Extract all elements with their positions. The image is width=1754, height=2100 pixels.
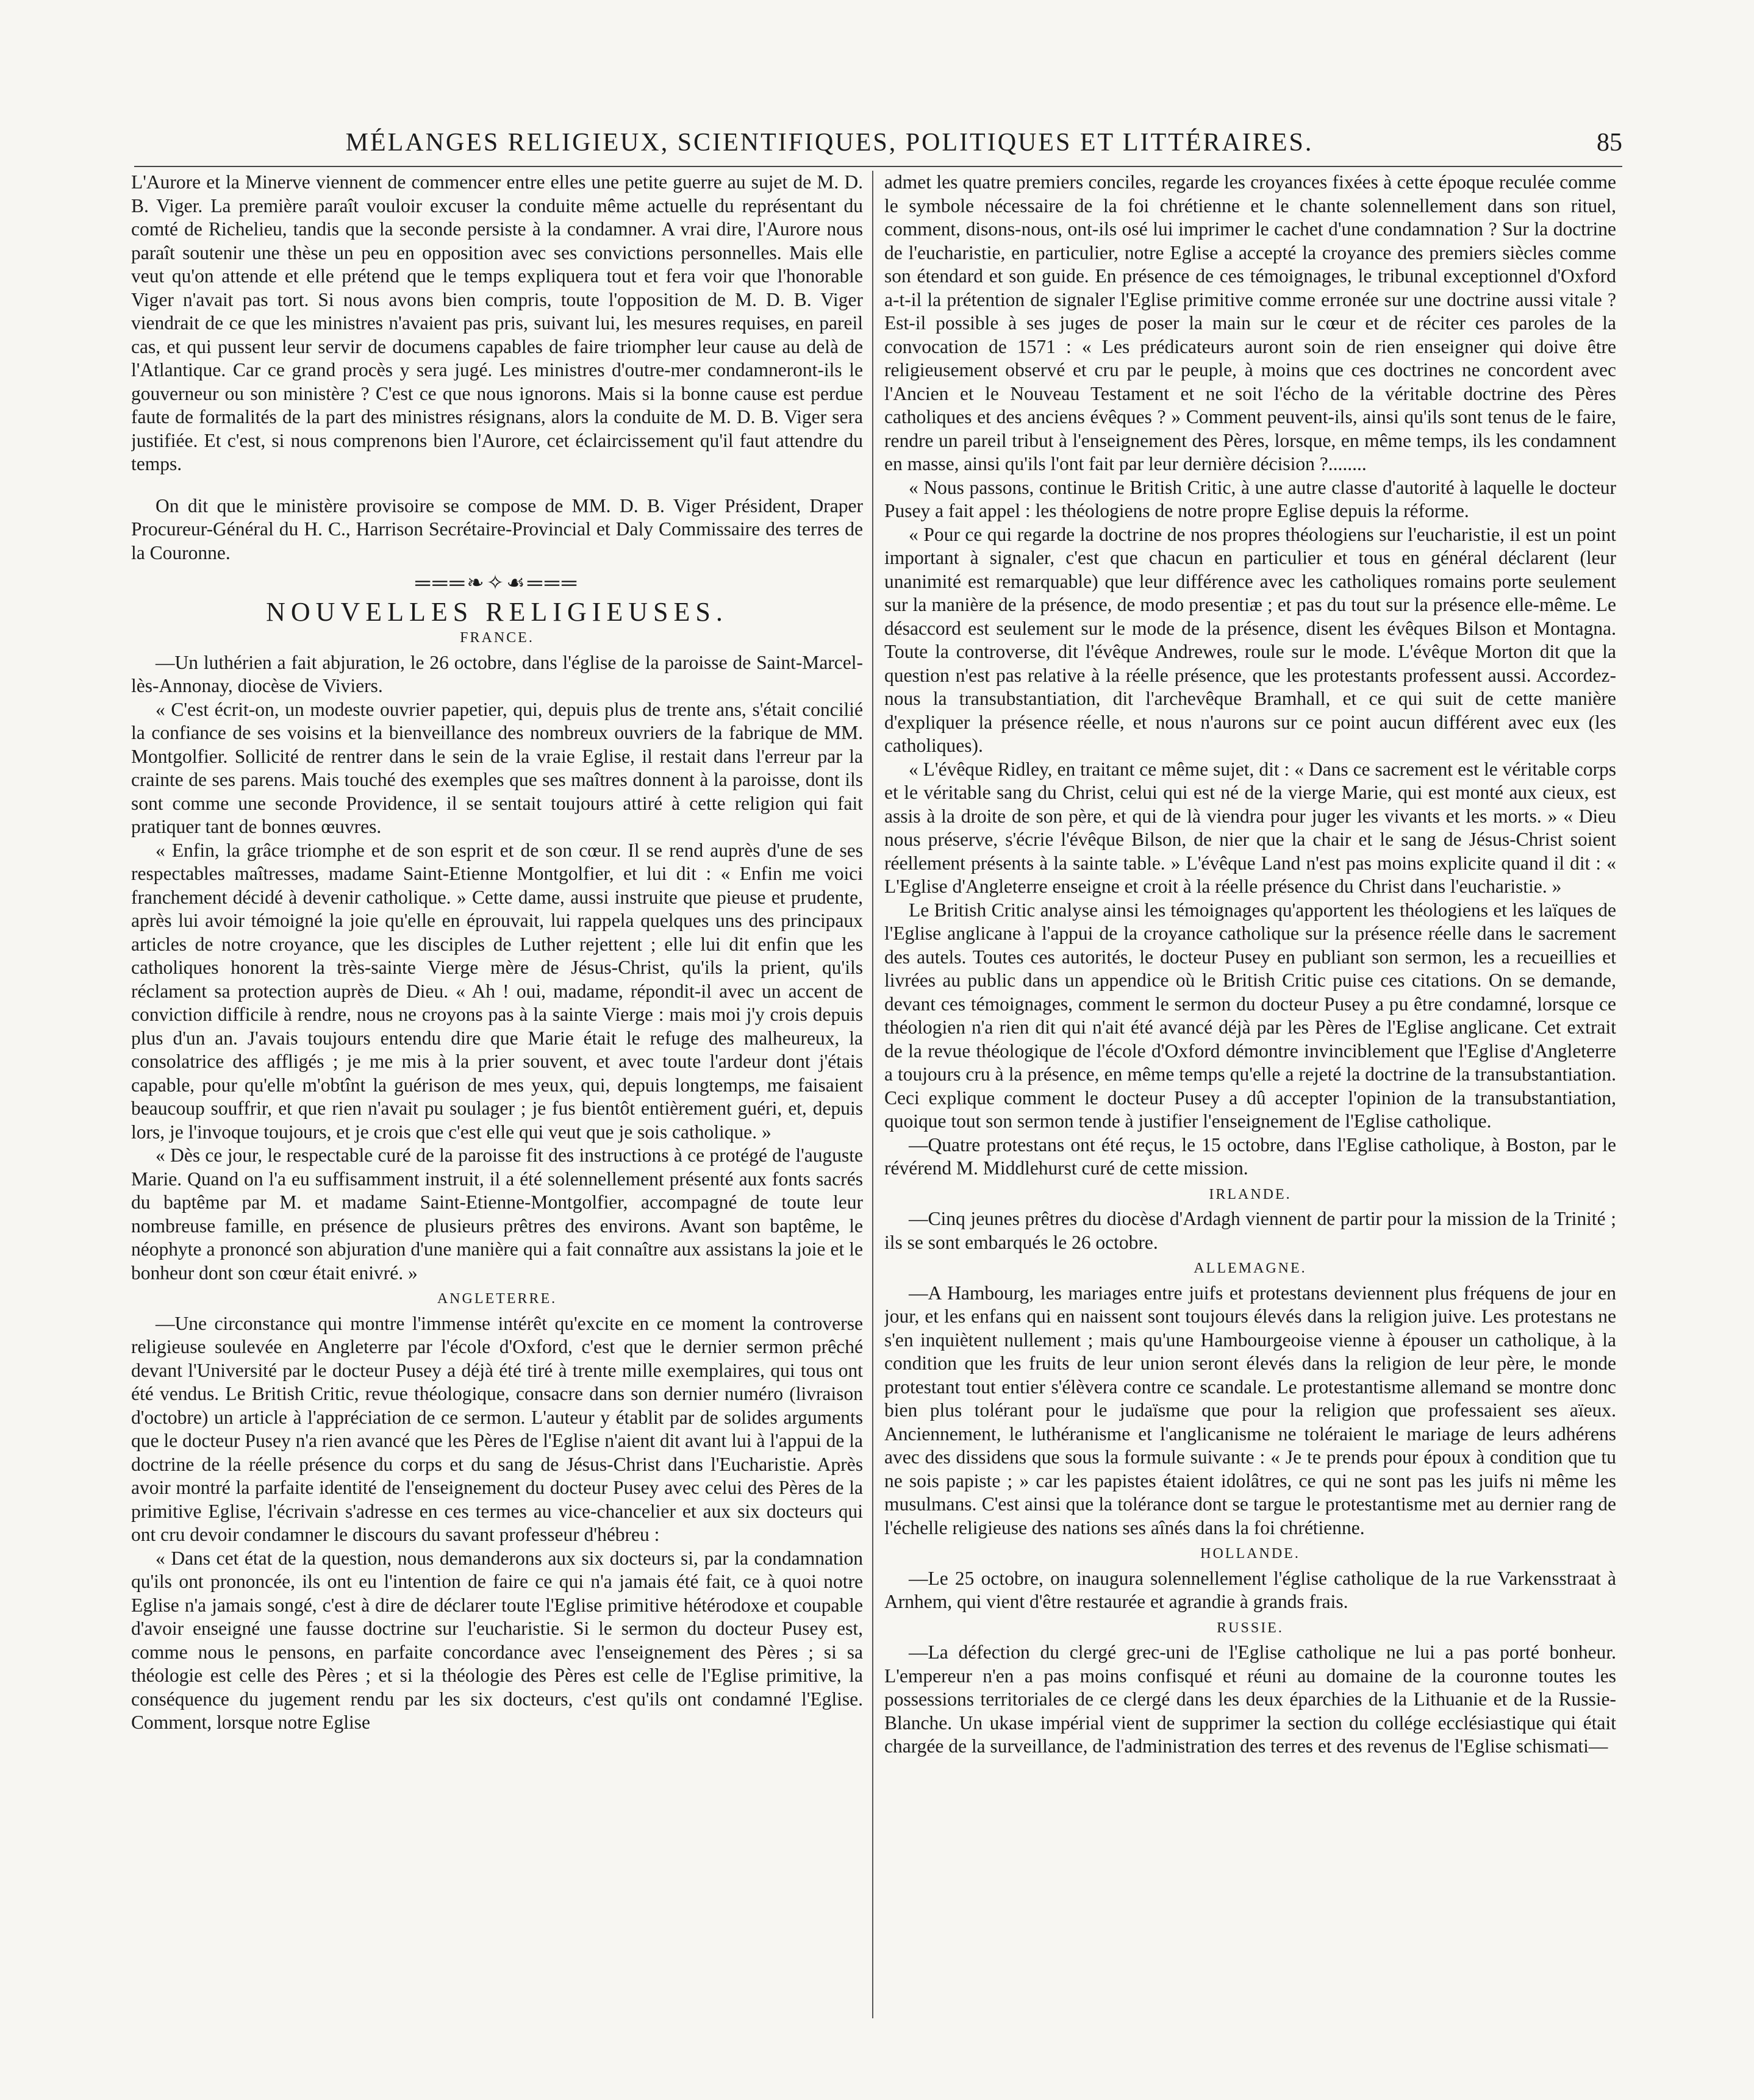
paragraph-aurore: L'Aurore et la Minerve viennent de commencer entre elles une petite guerre au sujet de M. D. B. Viger. La première paraît vouloir excuser la conduite même actuelle du représentant du comté de Richelieu, tandis que la seconde persiste à la condamner. A vrai dire, l'Aurore nous paraît soutenir une thèse un peu en opposition avec ses convictions personnelles. Mais elle veut qu'on attende et elle prétend que le temps expliquera tout et fera voir que l'honorable Viger n'avait pas tort. Si nous avons bien compris, toute l'opposition de M. D. B. Viger viendrait de ce que les ministres n'avaient pas pris, suivant lui, les mesures requises, en pareil cas, et qui pussent leur servir de documens capables de faire triompher leur cause au delà de l'Atlantique. Car ce grand procès y sera jugé. Les ministres d'outre-mer condamneront-ils le gouverneur ou son ministère ? C'est ce que nous ignorons. Mais si la bonne cause est perdue faute de formalités de la part des ministres résignans, alors la conduite de M. D. B. Viger sera justifiée. Et c'est, si nous comprenons bien l'Aurore, cet éclaircissement qu'il faut attendre du temps. — [131, 171, 863, 474]
page-number: 85 — [1597, 129, 1622, 157]
section-title: NOUVELLES RELIGIEUSES. — [266, 596, 728, 627]
paragraph-continuation-4: « L'évêque Ridley, en traitant ce même sujet, dit : « Dans ce sacrement est le véritable corps et le véritable sang du Christ, celui qui est né de la vierge Marie, qui est monté aux cieux, est assis à la droite de son père, et qui de là viendra pour juger les vivants et les morts. » « Dieu nous préserve, s'écrie l'évêque Bilson, de nier que la chair et le sang de Jésus-Christ soient réellement présents à la sainte table. » L'évêque Land n'est pas moins explicite quand il dit : « L'Eglise d'Angleterre enseigne et croit à la réelle présence du Christ dans l'eucharistie. » — [884, 758, 1616, 897]
running-title: MÉLANGES RELIGIEUX, SCIENTIFIQUES, POLITIQUES ET LITTÉRAIRES. — [345, 129, 1314, 157]
subhead-france: FRANCE. — [460, 630, 534, 646]
paragraph-ministere: On dit que le ministère provisoire se compose de MM. D. B. Viger Président, Draper Procureur-Général du H. C., Harrison Secrétaire-Provincial et Daly Commissaire des terres de la Couronne. — [131, 495, 863, 563]
subhead-irlande: IRLANDE. — [1209, 1186, 1292, 1202]
paragraph-angleterre-2: « Dans cet état de la question, nous demanderons aux six docteurs si, par la condamnation qu'ils ont prononcée, ils ont eu l'intention de faire ce qui n'a jamais été fait, ce à quoi notre Eglise n'a jamais songé, c'est à dire de déclarer toute l'Eglise primitive hétérodoxe et coupable d'avoir enseigné une fausse doctrine sur l'eucharistie. Si le sermon du docteur Pusey est, comme nous le pensons, en parfaite concordance avec l'enseignement des Pères ; si sa théologie est celle des Pères ; et si la théologie des Pères est celle de l'Eglise primitive, la conséquence du jugement rendu par les six docteurs, c'est qu'ils ont condamné l'Eglise. Comment, lorsque notre Eglise — [131, 1547, 863, 1733]
paragraph-france-3: « Enfin, la grâce triomphe et de son esprit et de son cœur. Il se rend auprès d'une de ses respectables maîtresses, madame Saint-Etienne Montgolfier, et lui dit : « Enfin me voici franchement décidé à devenir catholique. » Cette dame, aussi instruite que pieuse et prudente, après lui avoir témoigné la joie qu'elle en éprouvait, lui rappela quelques uns des principaux articles de notre croyance, que les disciples de Luther rejettent ; elle lui dit enfin que les catholiques honorent la très-sainte Vierge mère de Jésus-Christ, qu'ils la prient, qu'ils réclament sa protection auprès de Dieu. « Ah ! oui, madame, répondit-il avec un accent de conviction difficile à rendre, nous ne croyons pas à la sainte Vierge : mais moi j'y crois depuis plus d'un an. J'avais toujours entendu dire que Marie était le refuge des malheureux, la consolatrice des affligés ; je me mis à la prier souvent, et avec toute l'ardeur dont j'étais capable, pour qu'elle m'obtînt la guérison de mes yeux, qui, depuis longtemps, me faisaient beaucoup souffrir, et que rien n'avait pu soulager ; je fus bientôt entièrement guéri, et, depuis lors, je l'invoque toujours, et je crois que c'est elle qui veut que je sois catholique. » — [131, 839, 863, 1143]
paragraph-russie: —La défection du clergé grec-uni de l'Eglise catholique ne lui a pas porté bonheur. L'empereur n'en a pas moins confisqué et réuni au domaine de la couronne toutes les possessions territoriales de ce clergé dans les deux éparchies de la Lithuanie et de la Russie-Blanche. Un ukase impérial vient de supprimer la section du collége ecclésiastique qui était chargée de la surveillance, de l'administration des terres et des revenus de l'Eglise schismati— — [884, 1641, 1616, 1757]
column-divider — [872, 171, 873, 2018]
paragraph-france-1: —Un luthérien a fait abjuration, le 26 octobre, dans l'église de la paroisse de Saint-Marcel-lès-Annonay, diocèse de Viviers. — [131, 651, 863, 696]
paragraph-continuation-5: Le British Critic analyse ainsi les témoignages qu'apportent les théologiens et les laïques de l'Eglise anglicane à l'appui de la croyance catholique sur la présence réelle dans le sacrement des autels. Toutes ces autorités, le docteur Pusey en publiant son sermon, les a recueillies et livrées au public dans un appendice où le British Critic puise ces citations. On se demande, devant ces témoignages, comment le sermon du docteur Pusey a pu être condamné, lorsque ce théologien n'a rien dit qui n'ait été avancé déjà par les Pères de l'Eglise anglicane. Cet extrait de la revue théologique de l'école d'Oxford démontre invinciblement que l'Eglise d'Angleterre a toujours cru à la présence, en même temps qu'elle a rejeté la doctrine de la transubstantiation. Ceci explique comment le docteur Pusey a dû accepter l'opinion de la transubstantiation, quoique tout son sermon tende à justifier l'enseignement de l'Eglise catholique. — [884, 899, 1616, 1132]
page-header — [134, 122, 1622, 167]
right-column — [884, 171, 1616, 2018]
paragraph-angleterre-1: —Une circonstance qui montre l'immense intérêt qu'excite en ce moment la controverse religieuse soulevée en Angleterre par l'école d'Oxford, c'est que le dernier sermon prêché devant l'Université par le docteur Pusey a déjà été tiré à trente mille exemplaires, qui tous ont été vendus. Le British Critic, revue théologique, consacre dans son dernier numéro (livraison d'octobre) un article à l'appréciation de ce sermon. L'auteur y établit par de solides arguments que le docteur Pusey n'a rien avancé que les Pères de l'Eglise n'aient dit avant lui à l'appui de la doctrine de la réelle présence du corps et du sang de Jésus-Christ dans l'Eucharistie. Après avoir montré la parfaite identité de l'enseignement du docteur Pusey avec celui des Pères de la primitive Eglise, l'écrivain s'adresse en ces termes au vice-chancelier et aux six docteurs qui ont cru devoir condamner le discours du savant professeur d'hébreu : — [131, 1312, 863, 1545]
subhead-hollande: HOLLANDE. — [1200, 1546, 1300, 1562]
subhead-angleterre: ANGLETERRE. — [437, 1291, 557, 1307]
left-column — [131, 171, 863, 2018]
subhead-allemagne: ALLEMAGNE. — [1194, 1260, 1307, 1276]
paragraph-boston: —Quatre protestans ont été reçus, le 15 octobre, dans l'Eglise catholique, à Boston, par le révérend M. Middlehurst curé de cette mission. — [884, 1134, 1616, 1179]
ornament-divider: ═══❧✧☙═══ — [415, 572, 579, 595]
paragraph-continuation-3: « Pour ce qui regarde la doctrine de nos propres théologiens sur l'eucharistie, il est un point important à signaler, c'est que chacun en particulier et tous en général déclarent (leur unanimité est remarquable) que leur différence avec les catholiques romains porte seulement sur la manière de la présence, de modo presentiæ ; et pas du tout sur la présence elle-même. Le désaccord est seulement sur le mode de la présence, disent les évêques Bilson et Montagna. Toute la controverse, dit l'évêque Andrewes, roule sur le mode. L'évêque Morton dit que la question n'est pas relative à la réelle présence, que les protestants professent aussi. Accordez-nous la transubstantiation, dit l'archevêque Bramhall, et ce qui suit de cette manière d'expliquer la présence réelle, et nous n'aurons sur ce point aucun différent avec eux (les catholiques). — [884, 523, 1616, 756]
paragraph-france-4: « Dès ce jour, le respectable curé de la paroisse fit des instructions à ce protégé de l'auguste Marie. Quand on l'a eu suffisamment instruit, il a été solennellement présenté aux fonts sacrés du baptême par M. et madame Saint-Etienne-Montgolfier, accompagné de toute leur nombreuse famille, en présence de plusieurs prêtres des environs. Avant son baptême, le néophyte a prononcé son abjuration d'une manière qui a fait connaître aux assistans la joie et le bonheur dont son cœur était enivré. » — [131, 1145, 863, 1284]
subhead-russie: RUSSIE. — [1217, 1620, 1284, 1636]
paragraph-continuation-2: « Nous passons, continue le British Critic, à une autre classe d'autorité à laquelle le docteur Pusey a fait appel : les théologiens de notre propre Eglise depuis la réforme. — [884, 476, 1616, 521]
paragraph-irlande: —Cinq jeunes prêtres du diocèse d'Ardagh viennent de partir pour la mission de la Trinité ; ils se sont embarqués le 26 octobre. — [884, 1208, 1616, 1253]
paragraph-hollande: —Le 25 octobre, on inaugura solennellement l'église catholique de la rue Varkensstraat à Arnhem, qui vient d'être restaurée et agrandie à grands frais. — [884, 1567, 1616, 1612]
paragraph-continuation-1: admet les quatre premiers conciles, regarde les croyances fixées à cette époque reculée comme le symbole nécessaire de la foi chrétienne et le chante solennellement dans son rituel, comment, disons-nous, ont-ils osé lui imprimer le cachet d'une condamnation ? Sur la doctrine de l'eucharistie, en particulier, notre Eglise a accepté la croyance des premiers siècles comme son étendard et son guide. En présence de ces témoignages, le tribunal exceptionnel d'Oxford a-t-il la prétention de signaler l'Eglise primitive comme erronée sur une doctrine aussi vitale ? Est-il possible à ses juges de poser la main sur le cœur et de réciter ces paroles de la convocation de 1571 : « Les prédicateurs auront soin de rien enseigner qui doive être religieusement observé et cru par le peuple, à moins que ces doctrines ne concordent avec l'Ancien et le Nouveau Testament et ne soit l'écho de la véritable doctrine des Pères catholiques et des anciens évêques ? » Comment peuvent-ils, ainsi qu'ils sont tenus de le faire, rendre un pareil tribut à l'enseignement des Pères, lorsque, en même temps, ils les condamnent en masse, ainsi qu'ils l'ont fait par leur dernière décision ?........ — [884, 171, 1616, 474]
paragraph-france-2: « C'est écrit-on, un modeste ouvrier papetier, qui, depuis plus de trente ans, s'était concilié la confiance de ses voisins et la bienveillance des nombreux ouvriers de la fabrique de MM. Montgolfier. Sollicité de rentrer dans le sein de la vraie Eglise, il restait dans l'erreur par la crainte de ses parens. Mais touché des exemples que ses maîtres donnent à la paroisse, dont ils sont comme une seconde Providence, il se sentait toujours attiré à cette religion qui fait pratiquer tant de bonnes œuvres. — [131, 698, 863, 837]
paragraph-allemagne: —A Hambourg, les mariages entre juifs et protestans deviennent plus fréquens de jour en jour, et les enfans qui en naissent sont toujours élevés dans la religion juive. Les protestans ne s'en inquiètent nullement ; mais qu'une Hambourgeoise vienne à épouser un catholique, à la condition que les fruits de leur union seront élevés dans la religion de leur père, le monde protestant tout entier s'élèvera contre ce scandale. Le protestantisme allemand se montre donc bien plus tolérant pour le judaïsme que pour la religion que professaient ses aïeux. Anciennement, le luthéranisme et l'anglicanisme ne toléraient le mariage de leurs adhérens avec des dissidens que sous la formule suivante : « Je te prends pour époux à condition que tu ne sois papiste ; » car les papistes étaient idolâtres, ce qui ne sont pas les juifs ni même les musulmans. C'est ainsi que la tolérance dont se targue le protestantisme met au dernier rang de l'échelle religieuse des nations ses aînés dans la foi chrétienne. — [884, 1282, 1616, 1538]
